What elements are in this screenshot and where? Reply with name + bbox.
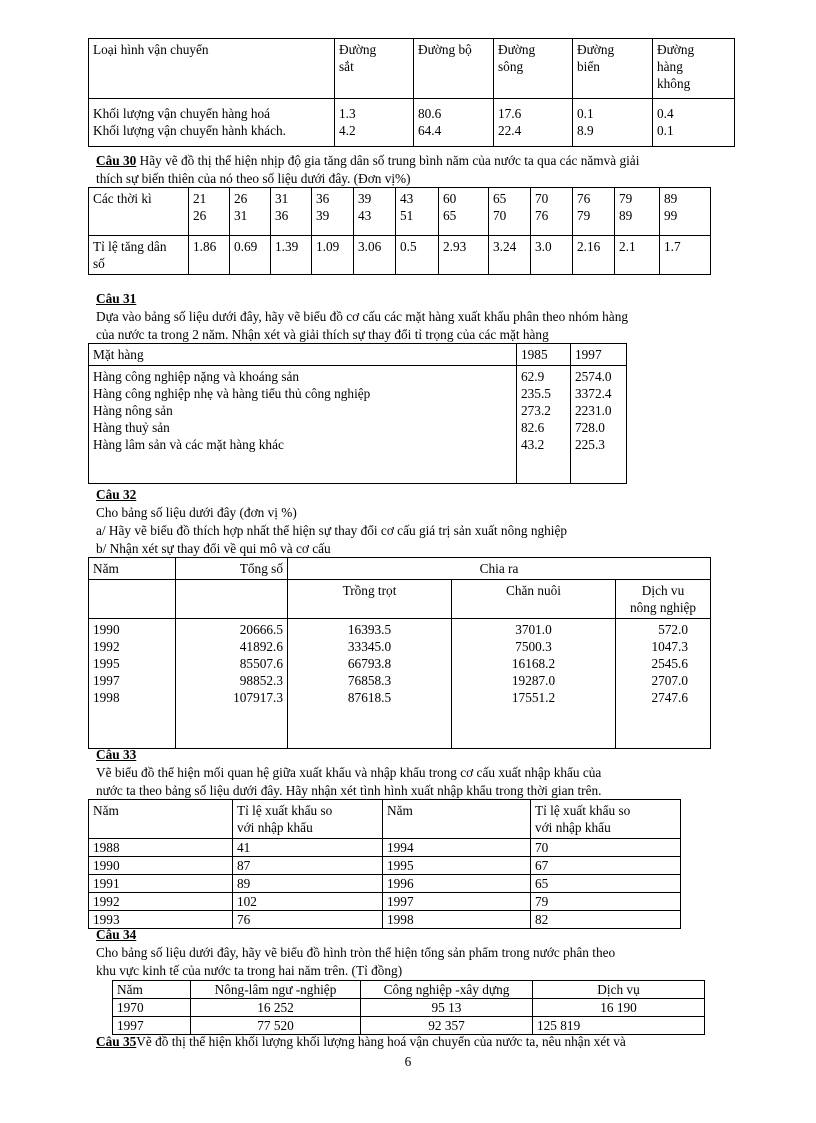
value-cell: 16 190: [533, 999, 705, 1017]
period-cell: 26 31: [230, 188, 271, 236]
header-cell: Năm: [383, 800, 531, 839]
header-cell: Đường hàng không: [653, 39, 735, 99]
year-cell: 1992: [89, 893, 233, 911]
header-cell: Năm: [89, 800, 233, 839]
value-cell: 95 13: [361, 999, 533, 1017]
period-cell: 70 76: [531, 188, 573, 236]
question-text: của nước ta trong 2 năm. Nhận xét và giải thích sự thay đổi tỉ trọng của các mặt hàng: [96, 327, 549, 342]
question-text: Vẽ biểu đồ thể hiện mối quan hệ giữa xuất khẩu và nhập khẩu trong cơ cấu xuất nhập khẩu của: [96, 765, 602, 780]
value-cell: 77 520: [191, 1017, 361, 1035]
rate-cell: 2.93: [439, 236, 489, 275]
header-cell: Chăn nuôi: [452, 580, 616, 619]
value-cell: 0.4 0.1: [653, 99, 735, 147]
question-label: Câu 32: [96, 487, 137, 502]
period-cell: 36 39: [312, 188, 354, 236]
header-cell: Chia ra: [288, 558, 711, 580]
q35-paragraph: [96, 1033, 756, 1051]
header-cell: Đường biển: [573, 39, 653, 99]
transport-table: [88, 38, 735, 147]
ratio-cell: 102: [233, 893, 383, 911]
question-label: Câu 35: [96, 1034, 137, 1049]
period-cell: 43 51: [396, 188, 439, 236]
ratio-cell: 87: [233, 857, 383, 875]
question-text: Cho bảng số liệu dưới đây, hãy vẽ biểu đồ hình tròn thể hiện tổng sản phẩm trong nước phân theo: [96, 945, 616, 960]
header-cell: Năm: [113, 981, 191, 999]
value-cell: 0.1 8.9: [573, 99, 653, 147]
rate-cell: 1.86: [189, 236, 230, 275]
year-cell: 1995: [383, 857, 531, 875]
header-cell: 1997: [571, 344, 627, 366]
crop-cell: 16393.5 33345.0 66793.8 76858.3 87618.5: [288, 619, 452, 749]
question-label: Câu 30: [96, 153, 137, 168]
header-cell: Mặt hàng: [89, 344, 517, 366]
header-cell: Tỉ lệ xuất khẩu so với nhập khẩu: [233, 800, 383, 839]
rate-cell: 1.39: [271, 236, 312, 275]
period-cell: 21 26: [189, 188, 230, 236]
q31-paragraph: [96, 290, 756, 344]
header-cell: Đường sông: [494, 39, 573, 99]
q34-paragraph: [96, 926, 756, 980]
totals-cell: 20666.5 41892.6 85507.6 98852.3 107917.3: [176, 619, 288, 749]
rate-cell: 3.0: [531, 236, 573, 275]
value-cell: 16 252: [191, 999, 361, 1017]
year-cell: 1993: [89, 911, 233, 929]
question-text: Cho bảng số liệu dưới đây (đơn vị %): [96, 505, 297, 520]
rate-cell: 2.16: [573, 236, 615, 275]
header-cell: Năm: [89, 558, 176, 580]
header-cell: Đường sắt: [335, 39, 414, 99]
header-cell: Đường bộ: [414, 39, 494, 99]
trade-ratio-table: [88, 799, 681, 929]
ratio-cell: 79: [531, 893, 681, 911]
years-cell: 1990 1992 1995 1997 1998: [89, 619, 176, 749]
question-text: Vẽ đồ thị thể hiện khối lượng khối lượng hàng hoá vận chuyển của nước ta, nêu nhận xét và: [136, 1034, 626, 1049]
header-cell: Nông-lâm ngư -nghiệp: [191, 981, 361, 999]
value-cell: 17.6 22.4: [494, 99, 573, 147]
value-cell: 1.3 4.2: [335, 99, 414, 147]
period-cell: 60 65: [439, 188, 489, 236]
value-cell: 125 819: [533, 1017, 705, 1035]
period-cell: 76 79: [573, 188, 615, 236]
question-text: thích sự biến thiên của nó theo số liệu dưới đây. (Đơn vị%): [96, 171, 411, 186]
period-cell: 31 36: [271, 188, 312, 236]
year-cell: 1994: [383, 839, 531, 857]
year-cell: 1996: [383, 875, 531, 893]
ratio-cell: 67: [531, 857, 681, 875]
rate-cell: 3.06: [354, 236, 396, 275]
values-1985-cell: 62.9 235.5 273.2 82.6 43.2: [517, 366, 571, 484]
year-cell: 1997: [383, 893, 531, 911]
question-label: Câu 31: [96, 291, 137, 306]
header-cell: 1985: [517, 344, 571, 366]
period-cell: 65 70: [489, 188, 531, 236]
agriculture-table: [88, 557, 711, 749]
question-text: khu vực kinh tế của nước ta trong hai năm trên. (Tỉ đồng): [96, 963, 403, 978]
period-cell: 39 43: [354, 188, 396, 236]
values-1997-cell: 2574.0 3372.4 2231.0 728.0 225.3: [571, 366, 627, 484]
row-label: Khối lượng vận chuyển hàng hoá: [93, 106, 271, 121]
livestock-cell: 3701.0 7500.3 16168.2 19287.0 17551.2: [452, 619, 616, 749]
ratio-cell: 89: [233, 875, 383, 893]
header-cell: Tỉ lệ xuất khẩu so với nhập khẩu: [531, 800, 681, 839]
page-number: 6: [404, 1054, 412, 1069]
q33-paragraph: [96, 746, 756, 800]
ratio-cell: 70: [531, 839, 681, 857]
rate-cell: 1.09: [312, 236, 354, 275]
row-label: Tỉ lệ tăng dân số: [89, 236, 189, 275]
rate-cell: 0.69: [230, 236, 271, 275]
rate-cell: 3.24: [489, 236, 531, 275]
question-text: Dựa vào bảng số liệu dưới đây, hãy vẽ biểu đồ cơ cấu các mặt hàng xuất khẩu phân theo nhóm hàng: [96, 309, 628, 324]
ratio-cell: 65: [531, 875, 681, 893]
period-cell: 79 89: [615, 188, 660, 236]
export-goods-table: [88, 343, 627, 484]
row-label: Khối lượng vận chuyển hành khách.: [93, 123, 286, 138]
year-cell: 1988: [89, 839, 233, 857]
rate-cell: 1.7: [660, 236, 711, 275]
gdp-sector-table: [112, 980, 705, 1035]
question-text: a/ Hãy vẽ biểu đồ thích hợp nhất thể hiện sự thay đổi cơ cấu giá trị sản xuất nông nghiệp: [96, 523, 568, 538]
q32-paragraph: [96, 486, 756, 558]
year-cell: 1991: [89, 875, 233, 893]
q30-paragraph: [96, 152, 756, 188]
row-label: Các thời kì: [89, 188, 189, 236]
year-cell: 1997: [113, 1017, 191, 1035]
row-label-cell: [89, 99, 335, 147]
header-cell: Dịch vụ: [533, 981, 705, 999]
question-label: Câu 33: [96, 747, 137, 762]
question-text: Hãy vẽ đồ thị thể hiện nhịp độ gia tăng dân số trung bình năm của nước ta qua các nămvà giải: [136, 153, 640, 168]
service-cell: 572.0 1047.3 2545.6 2707.0 2747.6: [616, 619, 711, 749]
header-cell: Dịch vu nông nghiệp: [616, 580, 711, 619]
value-cell: 92 357: [361, 1017, 533, 1035]
year-cell: 1998: [383, 911, 531, 929]
ratio-cell: 82: [531, 911, 681, 929]
question-text: b/ Nhận xét sự thay đổi về qui mô và cơ cấu: [96, 541, 331, 556]
year-cell: 1970: [113, 999, 191, 1017]
population-growth-table: [88, 187, 711, 275]
value-cell: 80.6 64.4: [414, 99, 494, 147]
items-cell: Hàng công nghiệp nặng và khoáng sản Hàng công nghiệp nhẹ và hàng tiểu thủ công nghiệp Hàng nông sản Hàng thuỷ sản Hàng lâm sản và các mặt hàng khác: [89, 366, 517, 484]
question-text: nước ta theo bảng số liệu dưới đây. Hãy nhận xét tình hình xuất nhập khẩu trong thời gian trên.: [96, 783, 602, 798]
ratio-cell: 76: [233, 911, 383, 929]
header-cell: Tổng số: [176, 558, 288, 580]
rate-cell: 0.5: [396, 236, 439, 275]
period-cell: 89 99: [660, 188, 711, 236]
header-blank: [176, 580, 288, 619]
header-cell: Công nghiệp -xây dựng: [361, 981, 533, 999]
question-label: Câu 34: [96, 927, 137, 942]
header-cell: Loại hình vận chuyển: [89, 39, 335, 99]
rate-cell: 2.1: [615, 236, 660, 275]
ratio-cell: 41: [233, 839, 383, 857]
year-cell: 1990: [89, 857, 233, 875]
header-cell: Trồng trọt: [288, 580, 452, 619]
header-blank: [89, 580, 176, 619]
